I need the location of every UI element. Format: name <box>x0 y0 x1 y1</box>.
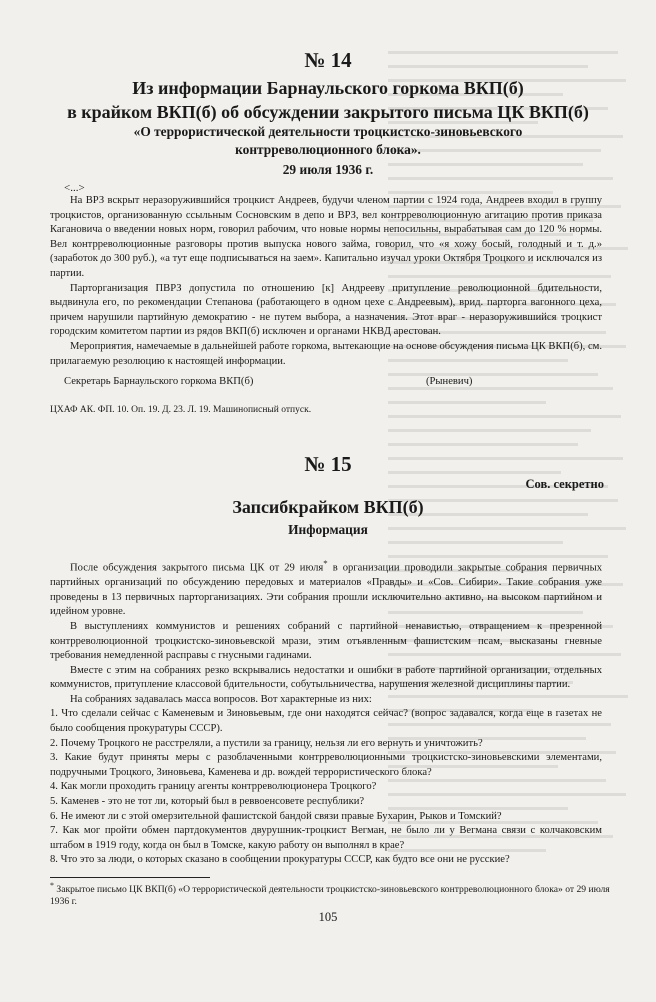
footnote-marker: * <box>323 558 328 568</box>
document-title-line: Из информации Барнаульского горкома ВКП(б) <box>132 78 524 98</box>
footnote-text: Закрытое письмо ЦК ВКП(б) «О террористической деятельности троцкистско-зиновьевского контрреволюционного блока» от 29 июля 1936 г. <box>50 884 610 908</box>
paragraph: На собраниях задавалась масса вопросов. Вот характерные из них: <box>70 693 372 705</box>
document-title-line: в крайком ВКП(б) об обсуждении закрытого письма ЦК ВКП(б) <box>67 102 589 122</box>
omission-mark: <...> <box>64 182 85 194</box>
paragraph: Парторганизация ПВРЗ допустила по отношению [к] Андрееву притупление революционной бдительности, выдвинула его, по рекомендации Степанова (работающего в одном цехе с Андреевым), врид. парторга вагонного цеха, причем нарушили партийную демократию - не путем выбора, а назначения. Этот враг - неразоружившийся троцкист городским комитетом партии из рядов ВКП(б) исключен и органами НКВД арестован. <box>50 282 602 338</box>
document-subtitle: Информация <box>288 522 368 537</box>
list-item: 5. Каменев - это не тот ли, который был в реввоенсовете республики? <box>50 796 365 808</box>
question-list <box>50 707 602 868</box>
document-subtitle-line: контрреволюционного блока». <box>235 142 421 157</box>
list-item: 6. Не имеют ли с этой омерзительной фашистской бандой связи правые Бухарин, Рыков и Томский? <box>50 810 502 822</box>
list-item: 1. Что сделали сейчас с Каменевым и Зиновьевым, где они находятся сейчас? (вопрос задавался, когда еще в газетах не было сообщения прокуратуры СССР). <box>50 708 602 735</box>
paragraph: В выступлениях коммунистов и решениях собраний с партийной ненавистью, отвращением к презренной контрреволюционной троцкистско-зиновьевской мрази, этим отъявленным фашистским псам, высказаны гневные требования немедленной расправы с гнусными гадинами. <box>50 620 602 662</box>
footnote <box>50 880 610 908</box>
footnote-divider <box>50 877 210 878</box>
list-item: 4. Как могли проходить границу агенты контрреволюционера Троцкого? <box>50 781 377 793</box>
document-subtitle-line: «О террористической деятельности троцкистско-зиновьевского <box>133 124 523 139</box>
list-item: 3. Какие будут приняты меры с разоблаченными контрреволюционными троцкистско-зиновьевскими элементами, подручными Троцкого, Зиновьева, Каменева и др. вождей террористического блока? <box>50 752 602 778</box>
paragraph: Вместе с этим на собраниях резко вскрывались недостатки и ошибки в работе партийной организации, отдельных коммунистов, притупление классовой бдительности, собутыльничества, нарушения железной дисциплины партии. <box>50 664 602 691</box>
paragraph: Мероприятия, намечаемые в дальнейшей работе горкома, вытекающие на основе обсуждения письма ЦК ВКП(б), см. прилагаемую резолюцию к настоящей информации. <box>50 340 602 367</box>
document-number: № 14 <box>304 48 352 72</box>
paragraph <box>50 556 602 620</box>
document-date: 29 июля 1936 г. <box>282 162 374 177</box>
signature-title: Секретарь Барнаульского горкома ВКП(б) <box>64 376 254 387</box>
list-item: 2. Почему Троцкого не расстреляли, а пустили за границу, нельзя ли его вернуть и уничтожить? <box>50 737 483 749</box>
paragraph-text: После обсуждения закрытого письма ЦК от 29 июля <box>70 562 324 574</box>
page-number: 105 <box>318 910 338 924</box>
paragraph-text: в организации проводили закрытые собрания первичных партийных организаций по обсуждению передовых и материалов «Правды» и «Сов. Сибири». Такие собрания уже проведены в 13 первичных парторганизациях. Эти собрания прошли исключительно активно, на высоком партийном и идейном уровне. <box>50 562 602 618</box>
footnote-marker: * <box>50 881 54 890</box>
list-item: 7. Как мог пройти обмен партдокументов двурушник-троцкист Вегман, не было ли у Вегмана связи с колчаковским штабом в 1919 году, когда он был в Томске, какую работу он выполнял в крае? <box>50 825 602 851</box>
archive-source: ЦХАФ АК. ФП. 10. Оп. 19. Д. 23. Л. 19. Машинописный отпуск. <box>50 405 312 415</box>
signature-name: (Рыневич) <box>426 376 473 387</box>
paragraph: На ВРЗ вскрыт неразоружившийся троцкист Андреев, будучи членом партии с 1924 года, Андреев входил в группу троцкистов, организованную ссыльным Сосновским в депо и ВРЗ, вел контрреволюционную агитацию против приказа Кагановича о введении новых норм, говорил рабочим, что новые нормы непосильны, вырабатывая сам до 120 % нормы. Вел контрреволюционные разговоры против выпуска нового займа, говорил, что «я хожу босый, голодный и т. д.» (заработок до 300 руб.), «а тут еще подписываться на заем». Капитально изучал уроки Октября Троцкого и исключался из партии. <box>50 195 602 279</box>
document-body <box>50 556 602 868</box>
document-title: Запсибкрайком ВКП(б) <box>232 497 424 517</box>
classification-label: Сов. секретно <box>525 477 604 491</box>
document-body <box>50 194 602 369</box>
document-number: № 15 <box>304 452 352 476</box>
list-item: 8. Что это за люди, о которых сказано в сообщении прокуратуры СССР, как будто все они не русские? <box>50 854 510 866</box>
